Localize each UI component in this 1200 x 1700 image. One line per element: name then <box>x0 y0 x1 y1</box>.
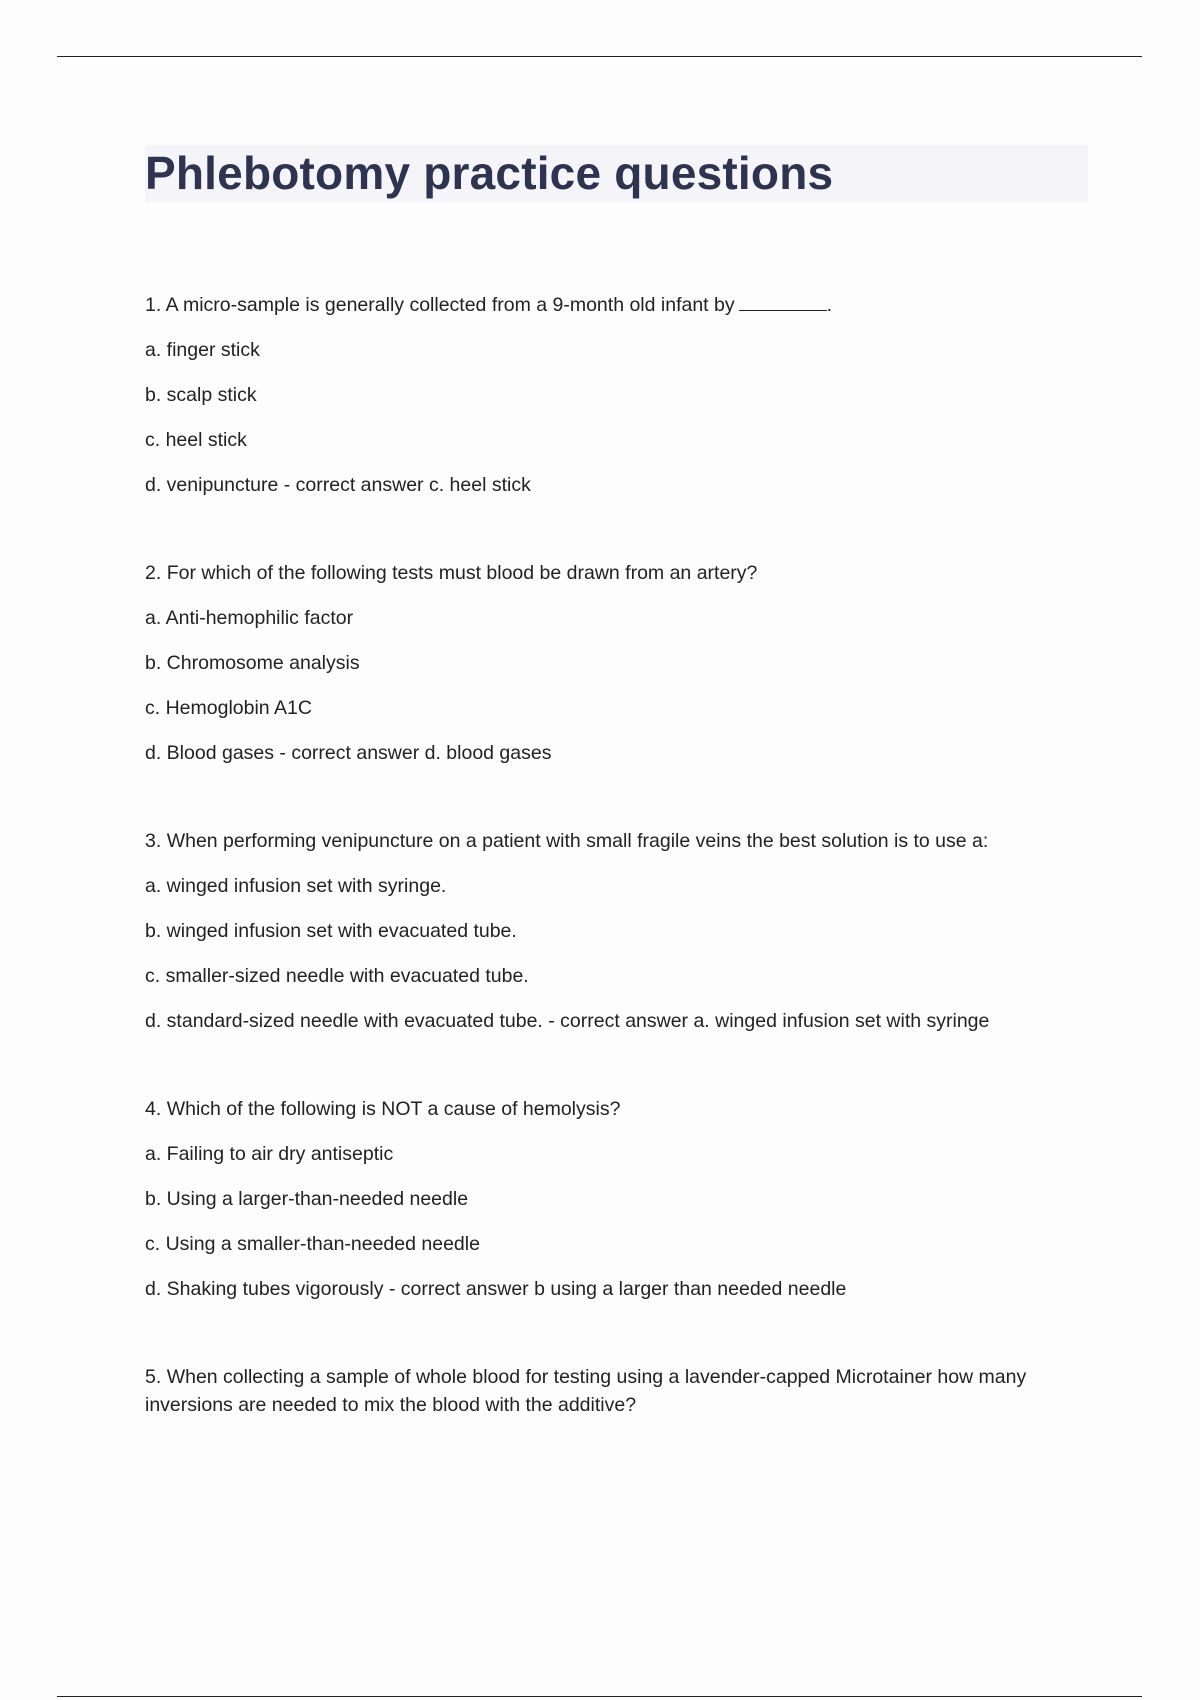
question-number: 5. <box>145 1366 162 1388</box>
question-number: 2. <box>145 562 162 584</box>
question-3 <box>145 827 1088 1035</box>
option-d-with-answer: d. standard-sized needle with evacuated tube. - correct answer a. winged infusion set with syringe <box>145 1010 990 1032</box>
question-4 <box>145 1095 1088 1303</box>
option-c: c. Using a smaller-than-needed needle <box>145 1233 480 1255</box>
question-body: When collecting a sample of whole blood for testing using a lavender-capped Microtainer how many inversions are needed to mix the blood with the additive? <box>145 1366 1027 1416</box>
question-body: For which of the following tests must blood be drawn from an artery? <box>166 562 758 584</box>
option-c: c. Hemoglobin A1C <box>145 697 312 719</box>
option-c: c. heel stick <box>145 429 247 451</box>
option-b: b. winged infusion set with evacuated tube. <box>145 920 517 942</box>
option-b: b. Using a larger-than-needed needle <box>145 1188 469 1210</box>
option-a: a. finger stick <box>145 339 260 361</box>
title-banner <box>145 145 1088 202</box>
option-list <box>145 872 1088 1035</box>
question-text <box>145 1095 1088 1123</box>
question-number: 4. <box>145 1098 162 1120</box>
option-d-with-answer: d. Shaking tubes vigorously - correct answer b using a larger than needed needle <box>145 1278 847 1300</box>
answer-blank <box>739 309 827 311</box>
option-a: a. Failing to air dry antiseptic <box>145 1143 394 1165</box>
question-5 <box>145 1363 1088 1419</box>
option-d-with-answer: d. venipuncture - correct answer c. heel stick <box>145 474 531 496</box>
option-a: a. Anti-hemophilic factor <box>145 607 354 629</box>
option-list <box>145 604 1088 767</box>
bottom-rule <box>57 1696 1142 1697</box>
question-body: When performing venipuncture on a patient with small fragile veins the best solution is to use a: <box>166 830 989 852</box>
question-text <box>145 559 1088 587</box>
question-text <box>145 827 1088 855</box>
option-list <box>145 336 1088 499</box>
option-b: b. Chromosome analysis <box>145 652 360 674</box>
page-title: Phlebotomy practice questions <box>145 147 834 199</box>
question-number: 1. <box>145 294 162 316</box>
blank-suffix: . <box>826 294 833 316</box>
option-list <box>145 1140 1088 1303</box>
option-d-with-answer: d. Blood gases - correct answer d. blood gases <box>145 742 552 764</box>
top-rule <box>57 56 1142 57</box>
question-list <box>145 291 1088 1479</box>
question-text <box>145 1363 1088 1419</box>
question-text <box>145 291 1088 319</box>
option-b: b. scalp stick <box>145 384 257 406</box>
question-2 <box>145 559 1088 767</box>
question-number: 3. <box>145 830 162 852</box>
option-c: c. smaller-sized needle with evacuated tube. <box>145 965 529 987</box>
question-body: A micro-sample is generally collected from a 9-month old infant by <box>165 294 735 316</box>
option-a: a. winged infusion set with syringe. <box>145 875 447 897</box>
question-body: Which of the following is NOT a cause of hemolysis? <box>166 1098 621 1120</box>
question-1 <box>145 291 1088 499</box>
